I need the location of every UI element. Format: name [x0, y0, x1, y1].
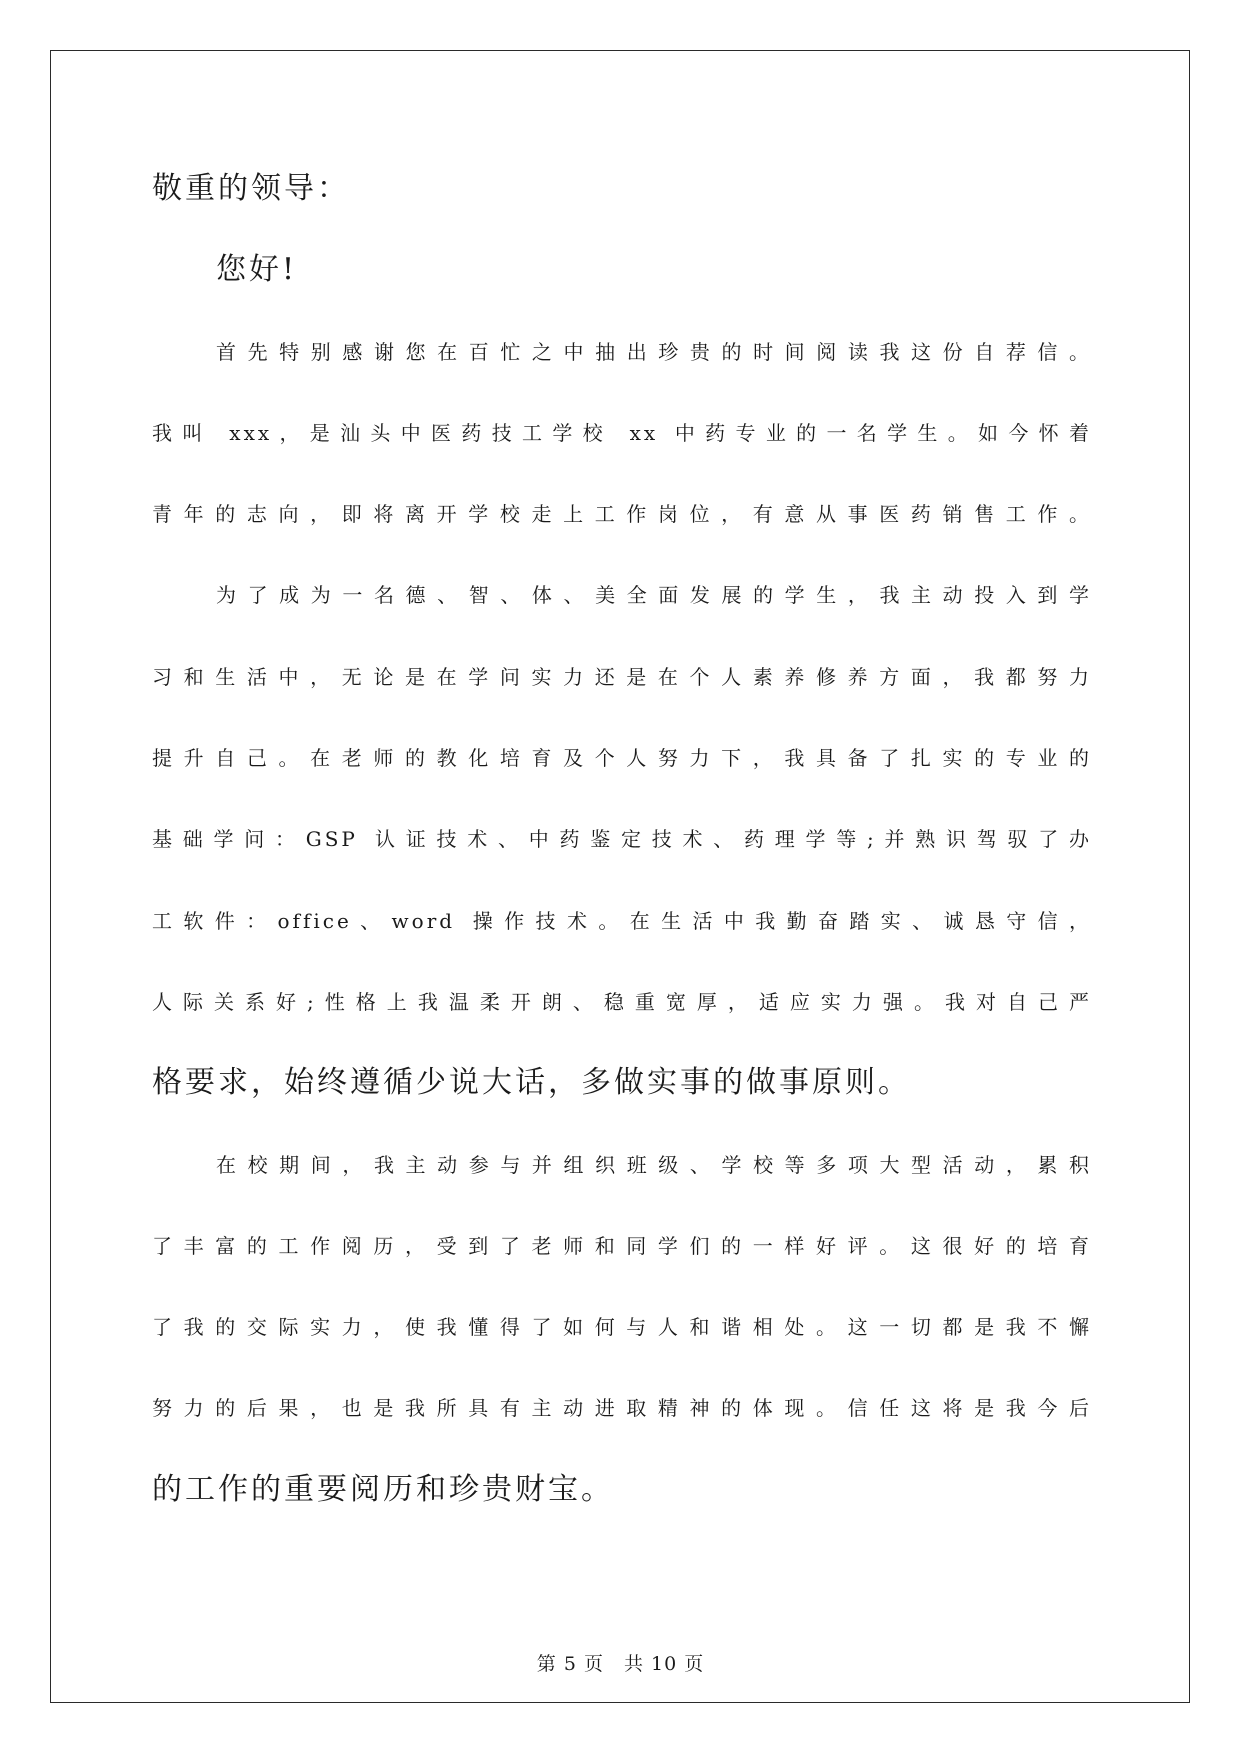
paragraph-line: 青年的志向，即将离开学校走上工作岗位，有意从事医药销售工作。 — [152, 502, 1092, 527]
page-footer — [0, 1649, 1241, 1676]
paragraph-line: 的工作的重要阅历和珍贵财宝。 — [152, 1471, 614, 1507]
paragraph-line: 了丰富的工作阅历，受到了老师和同学们的一样好评。这很好的培育 — [152, 1233, 1092, 1258]
page-total: 共 10 页 — [623, 1653, 705, 1675]
paragraph-line: 首先特别感谢您在百忙之中抽出珍贵的时间阅读我这份自荐信。 — [216, 339, 1092, 364]
paragraph-line: 我叫 xxx，是汕头中医药技工学校 xx 中药专业的一名学生。如今怀着 — [152, 420, 1092, 445]
paragraph-line: 努力的后果，也是我所具有主动进取精神的体现。信任这将是我今后 — [152, 1396, 1092, 1421]
paragraph-line: 在校期间，我主动参与并组织班级、学校等多项大型活动，累积 — [216, 1152, 1092, 1177]
paragraph-line: 基础学问：GSP 认证技术、中药鉴定技术、药理学等;并熟识驾驭了办 — [152, 827, 1092, 852]
paragraph-line: 为了成为一名德、智、体、美全面发展的学生，我主动投入到学 — [216, 583, 1092, 608]
paragraph-line: 工软件：office、word 操作技术。在生活中我勤奋踏实、诚恳守信， — [152, 908, 1092, 933]
salutation-line: 敬重的领导： — [152, 171, 350, 206]
paragraph-line: 习和生活中，无论是在学问实力还是在个人素养修养方面，我都努力 — [152, 664, 1092, 689]
page-number: 第 5 页 — [536, 1653, 604, 1675]
paragraph-line: 人际关系好;性格上我温柔开朗、稳重宽厚，适应实力强。我对自己严 — [152, 989, 1092, 1014]
greeting-line: 您好! — [216, 252, 298, 288]
paragraph-line: 提升自己。在老师的教化培育及个人努力下，我具备了扎实的专业的 — [152, 746, 1092, 771]
letter-body — [152, 164, 1092, 1546]
paragraph-line: 格要求，始终遵循少说大话，多做实事的做事原则。 — [152, 1065, 911, 1101]
paragraph-line: 了我的交际实力，使我懂得了如何与人和谐相处。这一切都是我不懈 — [152, 1315, 1092, 1340]
